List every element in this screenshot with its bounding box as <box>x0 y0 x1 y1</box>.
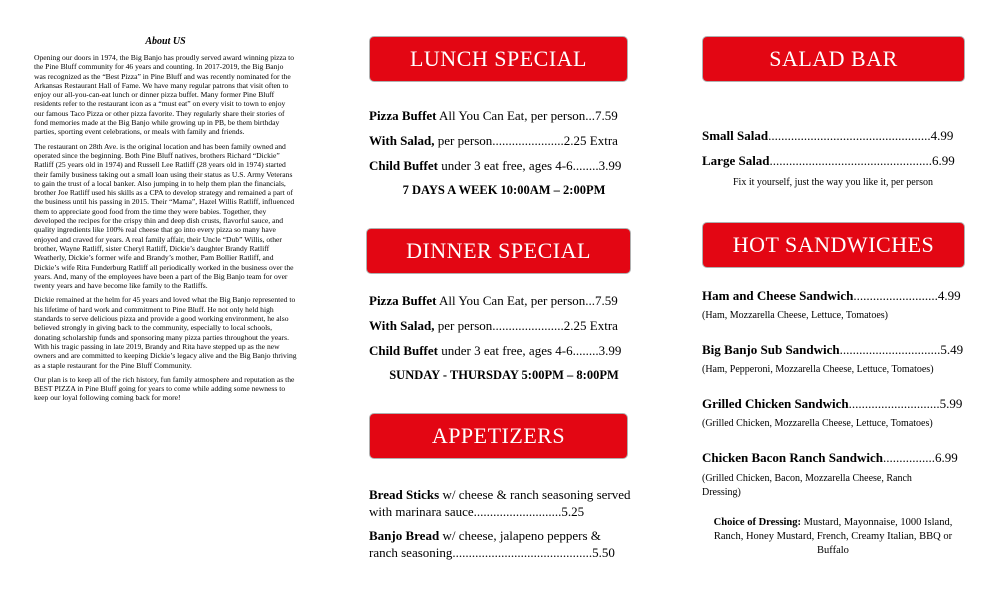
dinner-item <box>369 318 639 334</box>
hot-sandwiches-banner <box>702 222 965 268</box>
appetizer-item-name: Banjo Bread <box>369 528 440 543</box>
salad-bar-title: SALAD BAR <box>769 46 898 71</box>
salad-item <box>702 128 974 144</box>
lunch-menu <box>369 108 639 198</box>
about-paragraph-3: Dickie remained at the helm for 45 years and loved what the Big Banjo represented to his lifetime of hard work and commitment to Pine Bluff. He not only held high standards to serve delicious pizza and provide a good working environment, he also believed strongly in giving back to the community, especially to local schools, donating scholarship funds and sponsoring many pizza parties throughout the years. With his tragic passing in late 2019, Brandy and Rita have stepped up as the new owners and are committed to keeping Dickie’s legacy alive and the Big Banjo thriving as a staple restaurant for the Pine Bluff Community. <box>34 295 297 370</box>
lunch-item-detail: under 3 eat free, ages 4-6........3.99 <box>437 158 622 173</box>
dinner-item-detail: All You Can Eat, per person...7.59 <box>436 293 618 308</box>
salad-bar-banner <box>702 36 965 82</box>
lunch-hours: 7 DAYS A WEEK 10:00AM – 2:00PM <box>402 183 606 197</box>
dressing-options: Mustard, Mayonnaise, 1000 Island, Ranch, Honey Mustard, French, Creamy Italian, BBQ or Buffalo <box>713 517 953 556</box>
dinner-item-name: Child Buffet <box>369 343 438 358</box>
salad-note: Fix it yourself, just the way you like it, per person <box>733 177 933 188</box>
dinner-item-name: Pizza Buffet <box>369 293 437 308</box>
sandwich-description: (Grilled Chicken, Bacon, Mozzarella Cheese, Ranch Dressing) <box>702 473 912 498</box>
lunch-item-name: Child Buffet <box>369 158 438 173</box>
dinner-item-detail: per person......................2.25 Extra <box>434 318 618 333</box>
lunch-special-banner <box>369 36 628 82</box>
dinner-hours: SUNDAY - THURSDAY 5:00PM – 8:00PM <box>389 368 619 382</box>
sandwich-name: Ham and Cheese Sandwich <box>702 288 854 303</box>
lunch-item <box>369 158 639 174</box>
sandwich-line <box>702 396 972 412</box>
dinner-item <box>369 293 639 309</box>
lunch-item <box>369 133 639 149</box>
appetizer-item-detail: w/ cheese, jalapeno peppers & ranch seasoning...........................................5.50 <box>369 528 615 560</box>
about-section <box>34 36 297 408</box>
lunch-item <box>369 108 639 124</box>
appetizer-item <box>369 527 631 561</box>
sandwich-name: Chicken Bacon Ranch Sandwich <box>702 450 883 465</box>
sandwich-item <box>702 450 972 500</box>
salad-item-name: Small Salad <box>702 128 769 143</box>
dinner-special-banner <box>366 228 631 274</box>
lunch-special-title: LUNCH SPECIAL <box>409 46 587 71</box>
sandwich-description: (Grilled Chicken, Mozzarella Cheese, Lettuce, Tomatoes) <box>702 418 933 429</box>
salad-item-name: Large Salad <box>702 153 770 168</box>
lunch-item-name: With Salad, <box>369 133 435 148</box>
appetizer-item <box>369 486 631 520</box>
sandwich-item <box>702 396 972 430</box>
lunch-item-detail: per person......................2.25 Extra <box>434 133 618 148</box>
salad-item <box>702 153 974 169</box>
lunch-item-name: Pizza Buffet <box>369 108 437 123</box>
appetizer-item-name: Bread Sticks <box>369 487 440 502</box>
appetizer-item-detail: w/ cheese & ranch seasoning served with marinara sauce...........................5.25 <box>369 487 631 519</box>
sandwich-price: ............................5.99 <box>848 396 963 411</box>
hot-sandwiches-title: HOT SANDWICHES <box>732 232 935 257</box>
dressing-choices <box>702 516 964 558</box>
sandwich-price: ..........................4.99 <box>853 288 961 303</box>
dinner-item-name: With Salad, <box>369 318 435 333</box>
sandwich-name: Big Banjo Sub Sandwich <box>702 342 840 357</box>
sandwich-line <box>702 342 972 358</box>
sandwich-name: Grilled Chicken Sandwich <box>702 396 849 411</box>
sandwiches-menu <box>702 288 972 558</box>
dressing-label: Choice of Dressing: <box>713 517 801 528</box>
about-paragraph-2: The restaurant on 28th Ave. is the original location and has been family owned and operated since the beginning. Both Pine Bluff natives, brothers Richard “Dickie” Ratliff (25 years old in 1974) and Russell Lee Ratliff (28 years old in 1974) started their family business taking out a small loan using their status as U.S. Army Veterans to gain the trust of a local banker. Also jumping in to help them plan the financials, brother Joe Ratliff used his skills as a CPA to develop strategy and remained a part of the business until his passing in 2015. Their “Mama”, Hazel Willis Ratliff, influenced them to appreciate good food from the time they were babies. Together, they developed the recipes for the crispy thin and deep dish crusts, flavorful sauce, and quality ingredients like 100% real cheese that go into every pizza so many have enjoyed and craved for years. A real family affair, their Uncle “Dub” Willis, other brother, Wayne Ratliff, sister Cheryl Ratliff, Dickie’s daughter Brandy Ratliff Weatherly, Dickie’s former wife and Brandy’s mother, Pam Bollier Ratliff, and Dickie’s wife Rita Funderburg Ratliff all periodically worked in the business over the years. And, many of the employees have been a part of the Big Banjo team for over twenty years and have become like family to the Ratliffs. <box>34 141 295 291</box>
lunch-item-detail: All You Can Eat, per person...7.59 <box>436 108 618 123</box>
sandwich-price: ...............................5.49 <box>839 342 964 357</box>
appetizers-menu <box>369 486 631 561</box>
about-paragraph-4: Our plan is to keep all of the rich history, fun family atmosphere and reputation as the BEST PIZZA in Pine Bluff going for years to come while adding some newness to keep our loyal following coming back for more! <box>34 374 295 403</box>
dinner-item <box>369 343 639 359</box>
salad-item-detail: ..................................................6.99 <box>769 153 955 168</box>
sandwich-item <box>702 288 972 322</box>
appetizers-banner <box>369 413 628 459</box>
dinner-menu <box>369 293 639 383</box>
about-title: About US <box>145 36 186 47</box>
dinner-special-title: DINNER SPECIAL <box>406 238 591 263</box>
appetizers-title: APPETIZERS <box>431 423 566 448</box>
sandwich-description: (Ham, Mozzarella Cheese, Lettuce, Tomatoes) <box>702 310 888 321</box>
about-paragraph-1: Opening our doors in 1974, the Big Banjo has proudly served award winning pizza to the Pine Bluff community for 46 years and counting. In 2017-2019, the Big Banjo was recognized as the “Best Pizza” in Pine Bluff and was recently nominated for the Arkansas Restaurant Hall of Fame. We have many regular patrons that visit often to enjoy our all-you-can-eat lunch or dinner pizza buffet. Many former Pine Bluff residents refer to the restaurant icon as a “must eat” on every visit to town to enjoy our famous Taco Pizza or other pizza favorite. They regularly share their stories of fond memories made at the Big Banjo while growing up in PB, be them birthday parties, sporting event celebrations, or meals with family and friends. <box>34 53 295 137</box>
sandwich-line <box>702 450 972 466</box>
sandwich-line <box>702 288 972 304</box>
salad-item-detail: ..................................................4.99 <box>768 128 954 143</box>
sandwich-item <box>702 342 972 376</box>
sandwich-price: ................6.99 <box>882 450 958 465</box>
sandwich-description: (Ham, Pepperoni, Mozzarella Cheese, Lettuce, Tomatoes) <box>702 364 934 375</box>
salad-menu <box>702 128 974 188</box>
dinner-item-detail: under 3 eat free, ages 4-6........3.99 <box>437 343 622 358</box>
